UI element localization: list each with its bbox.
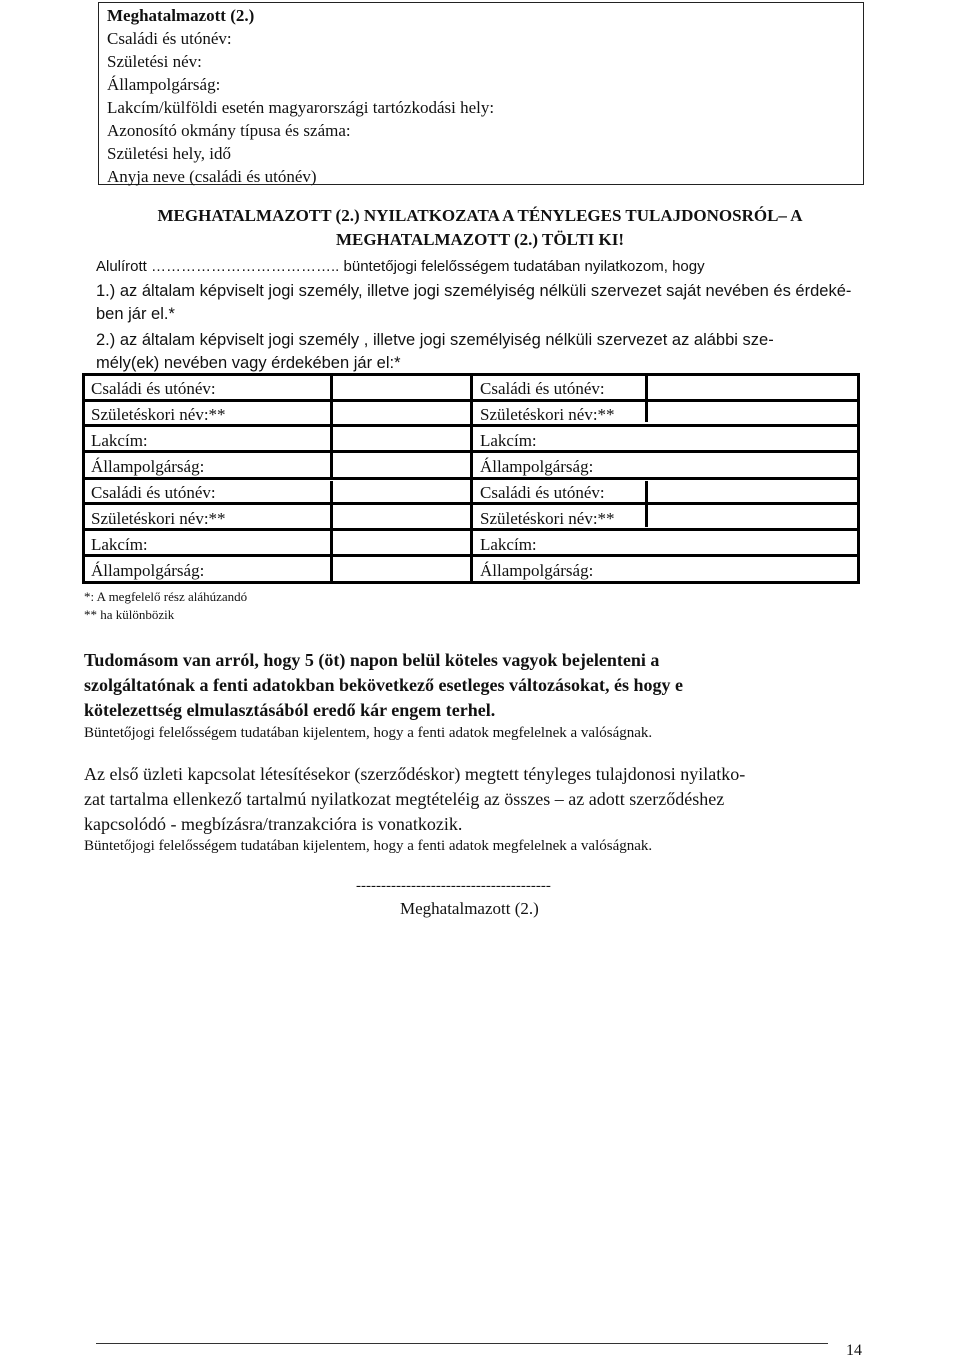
option-2-line1: 2.) az általam képviselt jogi személy , illetve jogi személyiség nélküli szervezet az alábbi sze- <box>96 331 774 349</box>
divider <box>85 554 857 557</box>
section-heading-line2: MEGHATALMAZOTT (2.) TÖLTI KI! <box>335 230 625 249</box>
field-mother-name: Anyja neve (családi és utónév) <box>107 167 317 186</box>
box-title: Meghatalmazott (2.) <box>107 6 255 25</box>
first-contact-line1: Az első üzleti kapcsolat létesítésekor (szerződéskor) megtett tényleges tulajdonosi nyilatko- <box>84 764 746 784</box>
agent-data-box <box>98 2 864 185</box>
footer-rule <box>96 1343 828 1344</box>
field-citizenship: Állampolgárság: <box>107 75 221 94</box>
person-4-citizenship-label: Állampolgárság: <box>480 561 594 580</box>
person-2-address-label: Lakcím: <box>480 431 537 450</box>
page-number: 14 <box>846 1342 862 1359</box>
field-id-document: Azonosító okmány típusa és száma: <box>107 121 351 140</box>
statement-bold-line2: szolgáltatónak a fenti adatokban bekövetkező esetleges változásokat, és hogy e <box>84 675 683 695</box>
footnote-underline: *: A megfelelő rész aláhúzandó <box>84 589 248 604</box>
declaration-intro: Alulírott ……………………………….. büntetőjogi felelősségem tudatában nyilatkozom, hogy <box>96 258 705 275</box>
criminal-liability-1: Büntetőjogi felelősségem tudatában kijelentem, hogy a fenti adatok megfelelnek a valóságnak. <box>84 725 653 741</box>
person-3-address-label: Lakcím: <box>91 535 148 554</box>
person-2-birthname-label: Születéskori név:** <box>480 405 615 424</box>
statement-bold-line3: kötelezettség elmulasztásából eredő kár engem terhel. <box>84 700 496 720</box>
option-2-line2: mély(ek) nevében vagy érdekében jár el:* <box>96 354 401 372</box>
section-heading-line1: MEGHATALMAZOTT (2.) NYILATKOZATA A TÉNYLEGES TULAJDONOSRÓL– A <box>157 206 803 225</box>
person-4-address-label: Lakcím: <box>480 535 537 554</box>
field-family-name: Családi és utónév: <box>107 29 232 48</box>
person-1-address-label: Lakcím: <box>91 431 148 450</box>
person-4-name-label: Családi és utónév: <box>480 483 605 502</box>
signature-label: Meghatalmazott (2.) <box>400 899 539 918</box>
statement-bold-line1: Tudomásom van arról, hogy 5 (öt) napon belül köteles vagyok bejelenteni a <box>84 650 660 670</box>
option-1-line1: 1.) az általam képviselt jogi személy, illetve jogi személyiség nélküli szervezet saját nevében és érdeké- <box>96 282 852 300</box>
person-2-name-label: Családi és utónév: <box>480 379 605 398</box>
person-4-birthname-label: Születéskori név:** <box>480 509 615 528</box>
first-contact-line2: zat tartalma ellenkező tartalmú nyilatkozat megtételéig az összes – az adott szerződéshez <box>84 789 725 809</box>
person-3-birthname-label: Születéskori név:** <box>91 509 226 528</box>
person-1-citizenship-label: Állampolgárság: <box>91 457 205 476</box>
person-1-birthname-label: Születéskori név:** <box>91 405 226 424</box>
signature-line: --------------------------------------- <box>356 878 551 894</box>
person-1-name-label: Családi és utónév: <box>91 379 216 398</box>
divider <box>85 450 857 453</box>
first-contact-line3: kapcsolódó - megbízásra/tranzakcióra is vonatkozik. <box>84 814 463 834</box>
footnote-if-different: ** ha különbözik <box>84 607 175 622</box>
represented-persons-table <box>82 373 860 584</box>
field-birth-name: Születési név: <box>107 52 202 71</box>
person-3-name-label: Családi és utónév: <box>91 483 216 502</box>
divider <box>330 481 333 584</box>
divider <box>330 376 333 479</box>
person-2-citizenship-label: Állampolgárság: <box>480 457 594 476</box>
field-address: Lakcím/külföldi esetén magyarországi tartózkodási hely: <box>107 98 495 117</box>
option-1-line2: ben jár el.* <box>96 305 175 323</box>
field-birth-place: Születési hely, idő <box>107 144 232 163</box>
criminal-liability-2: Büntetőjogi felelősségem tudatában kijelentem, hogy a fenti adatok megfelelnek a valóságnak. <box>84 838 653 854</box>
person-3-citizenship-label: Állampolgárság: <box>91 561 205 580</box>
